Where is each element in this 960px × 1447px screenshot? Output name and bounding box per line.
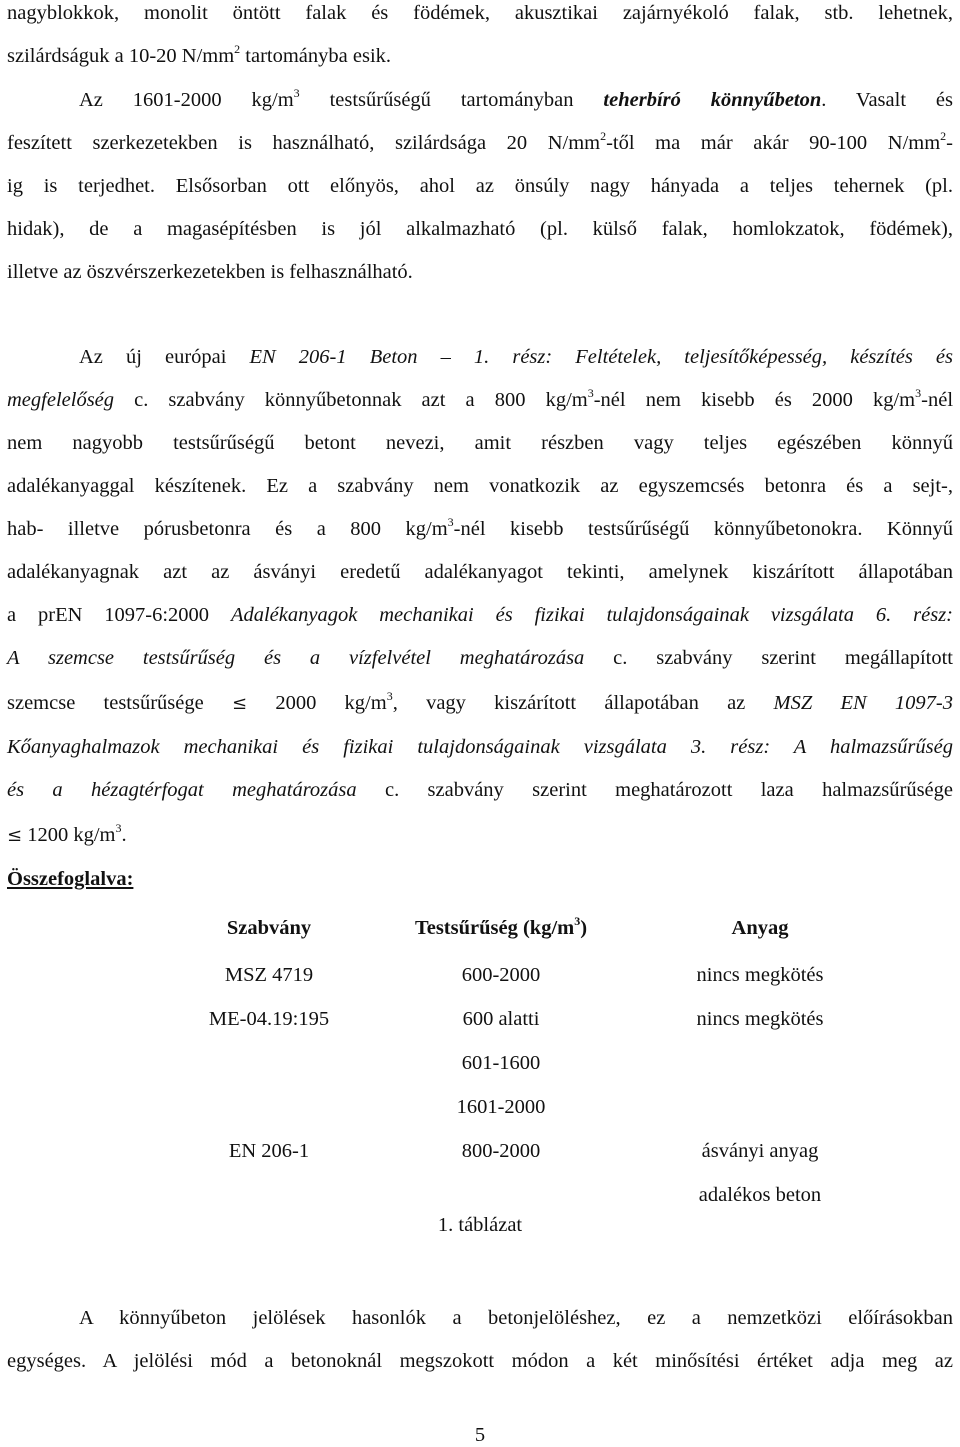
table-cell	[370, 1173, 632, 1217]
table-cell: 1601-2000	[456, 1096, 546, 1118]
table-row	[168, 1085, 888, 1129]
table-cell: 800-2000	[461, 1140, 541, 1162]
text-line: ≤ 1200 $kg/m^3$.	[7, 821, 127, 846]
table-cell: adalékos beton	[698, 1184, 822, 1206]
text-line: A szemcse testsűrűség és a vízfelvétel meghatározása c. szabvány szerint megállapított	[7, 647, 954, 669]
column-header-standard: Szabvány	[226, 917, 312, 939]
table-cell: ME-04.19:195	[208, 1008, 330, 1030]
text-line: adalékanyagnak azt az ásványi eredetű adalékanyagot tekinti, amelynek kiszárított állapotában	[7, 561, 953, 583]
less-equal-symbol: ≤	[231, 693, 248, 714]
text-line: a prEN 1097-6:2000 Adalékanyagok mechanikai és fizikai tulajdonságainak vizsgálata 6. rész:	[7, 604, 953, 626]
text-line: A könnyűbeton jelölések hasonlók a betonjelöléshez, ez a nemzetközi előírásokban	[79, 1307, 953, 1329]
text-line: adalékanyaggal készítenek. Ez a szabvány nem vonatkozik az egyszemcsés betonra és a sejt-,	[7, 475, 953, 497]
table-cell	[168, 1041, 370, 1085]
text-line: Az 1601-2000 $kg/m^3$ testsűrűségű tartományban teherbíró könnyűbeton. Vasalt és	[79, 86, 953, 111]
column-header-density: Testsűrűség $(kg/m^3)$	[414, 914, 588, 939]
text-line: ig is terjedhet. Elsősorban ott előnyös, ahol az önsúly nagy hányada a teljes tehernek (pl.	[7, 175, 953, 197]
table-cell: ásványi anyag	[701, 1140, 819, 1162]
table-cell: 601-1600	[461, 1052, 541, 1074]
text-line: és a hézagtérfogat meghatározása c. szabvány szerint meghatározott laza halmazsűrűsége	[7, 779, 953, 801]
text-line: hab- illetve pórusbetonra és a 800 $kg/m^3$-nél kisebb testsűrűségű könnyűbetonokra. Könnyű	[7, 515, 953, 540]
table-cell: 600-2000	[461, 964, 541, 986]
text-line: szilárdságuk a 10-20 $N/mm^2$ tartományba esik.	[7, 42, 392, 67]
less-equal-symbol: ≤	[7, 825, 23, 846]
table-cell: 600 alatti	[462, 1008, 540, 1030]
table-cell: EN 206-1	[228, 1140, 310, 1162]
table-cell	[632, 1041, 888, 1085]
text-line: feszített szerkezetekben is használható, szilárdsága 20 $N/mm^2$-től ma már akár 90-100 $N/mm^2-$	[7, 129, 953, 154]
table-row	[168, 1129, 888, 1173]
table-cell	[168, 1085, 370, 1129]
text-line: nem nagyobb testsűrűségű betont nevezi, amit részben vagy teljes egészében könnyű	[7, 432, 953, 454]
text-line: egységes. A jelölési mód a betonoknál megszokott módon a két minősítési értéket adja meg az	[7, 1350, 953, 1372]
text-line: nagyblokkok, monolit öntött falak és födémek, akusztikai zajárnyékoló falak, stb. lehetnek,	[7, 2, 953, 24]
table-header-row	[168, 903, 888, 953]
summary-heading: Összefoglalva:	[7, 868, 134, 890]
table-cell	[632, 1085, 888, 1129]
summary-table	[168, 903, 888, 1217]
table-cell: MSZ 4719	[224, 964, 314, 986]
text-line: Az új európai EN 206-1 Beton – 1. rész: Feltételek, teljesítőképesség, készítés és	[79, 346, 953, 368]
table-row	[168, 1041, 888, 1085]
table-row	[168, 1173, 888, 1217]
table-row	[168, 953, 888, 997]
table-cell	[168, 1173, 370, 1217]
table-cell: nincs megkötés	[696, 1008, 824, 1030]
column-header-material: Anyag	[731, 917, 789, 939]
text-line: Kőanyaghalmazok mechanikai és fizikai tulajdonságainak vizsgálata 3. rész: A halmazsűrűség	[7, 736, 953, 758]
page-number: 5	[474, 1424, 486, 1446]
text-line: illetve az öszvérszerkezetekben is felhasználható.	[7, 261, 413, 283]
text-line: hidak), de a magasépítésben is jól alkalmazható (pl. külső falak, homlokzatok, födémek),	[7, 218, 953, 240]
table-caption: 1. táblázat	[437, 1214, 523, 1236]
table-row	[168, 997, 888, 1041]
text-line: megfelelőség c. szabvány könnyűbetonnak azt a 800 $kg/m^3$-nél nem kisebb és 2000 $kg/m^3$-nél	[7, 386, 954, 411]
table-cell: nincs megkötés	[696, 964, 824, 986]
text-line: szemcse testsűrűsége ≤ 2000 $kg/m^3$, vagy kiszárított állapotában az MSZ EN 1097-3	[7, 689, 954, 714]
